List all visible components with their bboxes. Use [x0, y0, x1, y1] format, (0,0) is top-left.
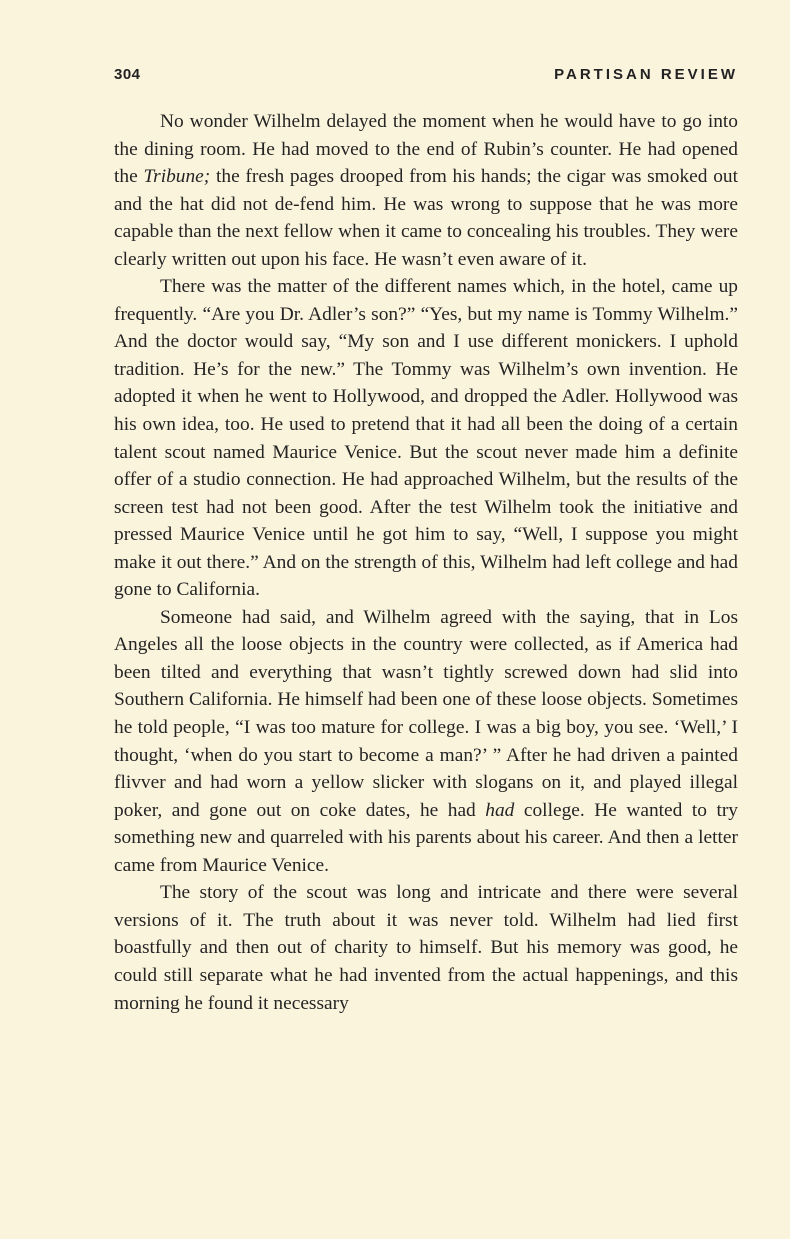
- italic-text: had: [485, 799, 515, 821]
- body-text: [114, 108, 738, 1017]
- italic-text: Tribune;: [143, 166, 211, 188]
- running-head: PARTISAN REVIEW: [554, 66, 738, 83]
- page-number: 304: [114, 66, 141, 83]
- paragraph: [114, 604, 738, 879]
- paragraph-text: Someone had said, and Wilhelm agreed with the saying, that in Los Angeles all the loose objects in the country were collected, as if America had been tilted and everything that wasn’t tightly screwed down had slid into Southern California. He himself had been one of these loose objects. Sometimes he told people, “I was too mature for college. I was a big boy, you see. ‘Well,’ I thought, ‘when do you start to become a man?’ ” After he had driven a painted flivver and had worn a yellow slicker with slogans on it, and played illegal poker, and gone out on coke dates, he had: [114, 606, 738, 821]
- paragraph-text: No wonder Wilhelm delayed the moment when he would have to go into the dining room. He had moved to the end of Rubin’s counter. He had opened the: [114, 111, 738, 188]
- page-header: [114, 64, 738, 88]
- paragraph: [114, 273, 738, 604]
- paragraph-text: The story of the scout was long and intricate and there were several versions of it. The truth about it was never told. Wilhelm had lied first boastfully and then out of charity to himself. But his memory was good, he could still separate what he had invented from the actual happenings, and this morning he found it necessary: [114, 882, 738, 1014]
- paragraph: [114, 879, 738, 1017]
- paragraph-text: There was the matter of the different names which, in the hotel, came up frequently. “Are you Dr. Adler’s son?” “Yes, but my name is Tommy Wilhelm.” And the doctor would say, “My son and I use different monickers. I uphold tradition. He’s for the new.” The Tommy was Wilhelm’s own invention. He adopted it when he went to Hollywood, and dropped the Adler. Hollywood was his own idea, too. He used to pretend that it had all been the doing of a certain talent scout named Maurice Venice. But the scout never made him a definite offer of a studio connection. He had approached Wilhelm, but the results of the screen test had not been good. After the test Wilhelm took the initiative and pressed Maurice Venice until he got him to say, “Well, I suppose you might make it out there.” And on the strength of this, Wilhelm had left college and had gone to California.: [114, 276, 738, 601]
- paragraph-text: the fresh pages drooped from his hands; the cigar was smoked out and the hat did not de-fend him. He was wrong to suppose that he was more capable than the next fellow when it came to concealing his troubles. They were clearly written out upon his face. He wasn’t even aware of it.: [114, 166, 738, 270]
- paragraph-text: college. He wanted to try something new and quarreled with his parents about his career. And then a letter came from Maurice Venice.: [114, 799, 738, 876]
- paragraph: [114, 108, 738, 273]
